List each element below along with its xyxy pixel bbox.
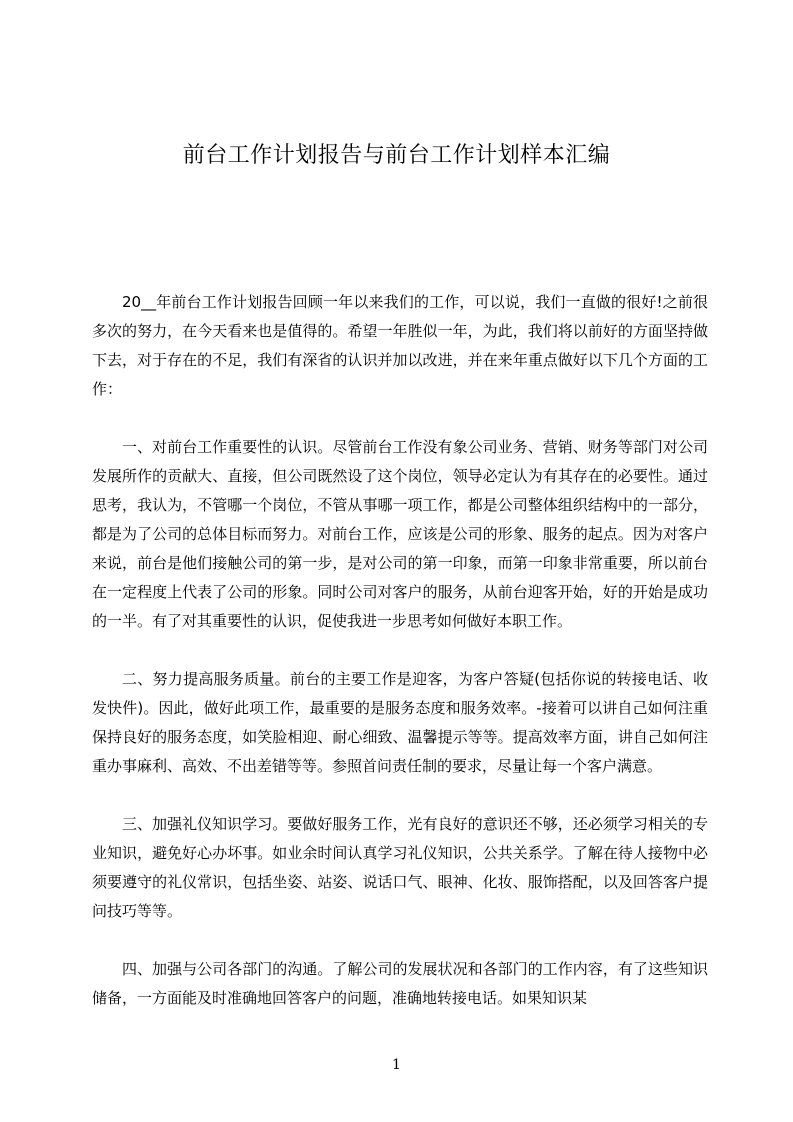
paragraph-intro: 20__年前台工作计划报告回顾一年以来我们的工作，可以说，我们一直做的很好!之前很多次的努力，在今天看来也是值得的。希望一年胜似一年，为此，我们将以前好的方面坚持做下去，对于存在的不足，我们有深省的认识并加以改进，并在来年重点做好以下几个方面的工作： xyxy=(92,293,708,398)
paragraph-section-2: 二、努力提高服务质量。前台的主要工作是迎客，为客户答疑(包括你说的转接电话、收发快件)。因此，做好此项工作，最重要的是服务态度和服务效率。-接着可以讲自己如何注重保持良好的服务态度，如笑脸相迎、耐心细致、温馨提示等等。提高效率方面，讲自己如何注重办事麻利、高效、不出差错等等。参照首问责任制的要求，尽量让每一个客户满意。 xyxy=(92,670,708,775)
paragraph-section-3: 三、加强礼仪知识学习。要做好服务工作，光有良好的意识还不够，还必须学习相关的专业知识，避免好心办坏事。如业余时间认真学习礼仪知识，公共关系学。了解在待人接物中必须要遵守的礼仪常识，包括坐姿、站姿、说话口气、眼神、化妆、服饰搭配，以及回答客户提问技巧等等。 xyxy=(92,815,708,920)
paragraph-section-1: 一、对前台工作重要性的认识。尽管前台工作没有象公司业务、营销、财务等部门对公司发展所作的贡献大、直接，但公司既然设了这个岗位，领导必定认为有其存在的必要性。通过思考，我认为，不管哪一个岗位，不管从事哪一项工作，都是公司整体组织结构中的一部分，都是为了公司的总体目标而努力。对前台工作，应该是公司的形象、服务的起点。因为对客户来说，前台是他们接触公司的第一步，是对公司的第一印象，而第一印象非常重要，所以前台在一定程度上代表了公司的形象。同时公司对客户的服务，从前台迎客开始，好的开始是成功的一半。有了对其重要性的认识，促使我进一步思考如何做好本职工作。 xyxy=(92,438,708,630)
page-number: 1 xyxy=(392,1057,401,1073)
document-title: 前台工作计划报告与前台工作计划样本汇编 xyxy=(182,143,611,168)
document-body xyxy=(92,288,708,1042)
paragraph-section-4: 四、加强与公司各部门的沟通。了解公司的发展状况和各部门的工作内容，有了这些知识储备，一方面能及时准确地回答客户的问题，准确地转接电话。如果知识某 xyxy=(92,960,708,1007)
